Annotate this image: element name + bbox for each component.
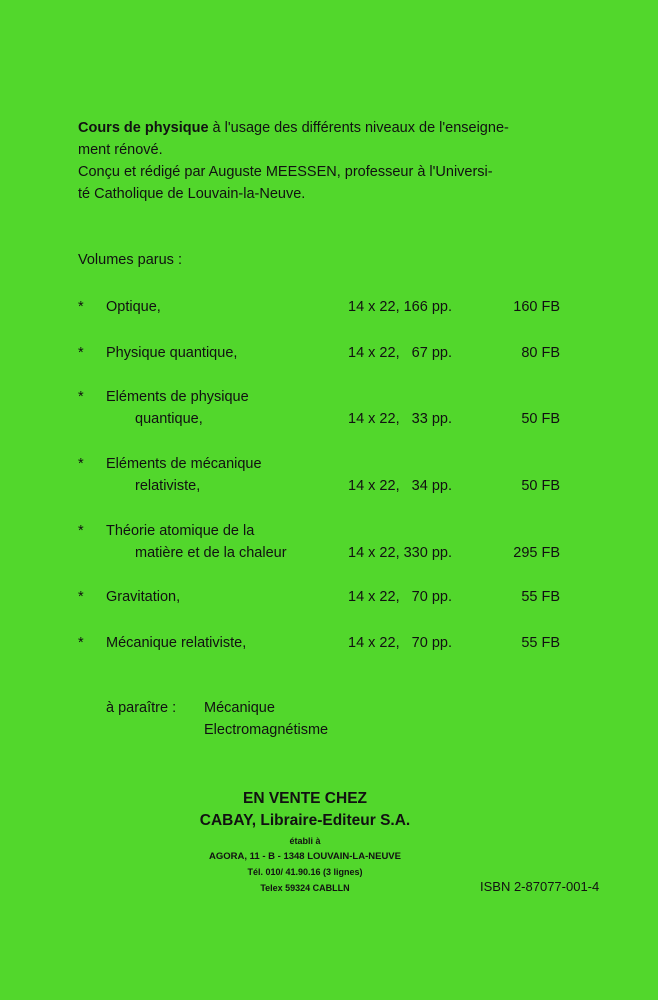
vendor-phone: Tél. 010/ 41.90.16 (3 lignes): [247, 867, 363, 877]
volume-title: Optique,: [106, 299, 161, 315]
volume-title: Eléments de physique: [106, 389, 249, 405]
bullet-star: *: [78, 589, 84, 605]
volume-price: 80 FB: [521, 345, 560, 361]
bullet-star: *: [78, 456, 84, 472]
bullet-star: *: [78, 345, 84, 361]
intro-line-3: Conçu et rédigé par Auguste MEESSEN, professeur à l'Universi-: [78, 164, 493, 180]
volume-format: 14 x 22, 67 pp.: [348, 345, 452, 361]
intro-line-1: à l'usage des différents niveaux de l'enseigne-: [208, 120, 509, 136]
volume-price: 55 FB: [521, 589, 560, 605]
volume-title-continued: relativiste,: [135, 478, 201, 494]
volume-format: 14 x 22, 34 pp.: [348, 478, 452, 494]
bullet-star: *: [78, 389, 84, 405]
bullet-star: *: [78, 523, 84, 539]
intro-line-2: ment rénové.: [78, 142, 163, 158]
volume-price: 160 FB: [513, 299, 560, 315]
volume-price: 50 FB: [521, 478, 560, 494]
volume-title: Mécanique relativiste,: [106, 635, 247, 651]
bullet-star: *: [78, 635, 84, 651]
vendor-heading: EN VENTE CHEZ: [242, 790, 367, 807]
volume-format: 14 x 22, 70 pp.: [348, 589, 452, 605]
vendor-established: établi à: [289, 836, 321, 846]
upcoming-items: [204, 697, 328, 741]
intro-paragraph: [78, 117, 568, 205]
vendor-telex: Telex 59324 CABLLN: [260, 883, 350, 893]
upcoming-item: Mécanique: [204, 700, 275, 716]
vendor-address: AGORA, 11 - B - 1348 LOUVAIN-LA-NEUVE: [209, 851, 401, 862]
volumes-heading: Volumes parus :: [78, 252, 182, 268]
volume-format: 14 x 22, 70 pp.: [348, 635, 452, 651]
vendor-name: CABAY, Libraire-Editeur S.A.: [199, 812, 411, 829]
volume-format: 14 x 22, 33 pp.: [348, 411, 452, 427]
upcoming-item: Electromagnétisme: [204, 722, 329, 738]
volume-title: Eléments de mécanique: [106, 456, 262, 472]
intro-line-4: té Catholique de Louvain-la-Neuve.: [78, 186, 306, 202]
volume-title: Gravitation,: [106, 589, 181, 605]
volume-price: 50 FB: [521, 411, 560, 427]
isbn: ISBN 2-87077-001-4: [480, 879, 600, 894]
volume-price: 295 FB: [513, 545, 560, 561]
volume-format: 14 x 22, 330 pp.: [348, 545, 452, 561]
volume-price: 55 FB: [521, 635, 560, 651]
volume-title-continued: matière et de la chaleur: [135, 545, 287, 561]
volume-title-continued: quantique,: [135, 411, 203, 427]
series-title: Cours de physique: [78, 120, 209, 136]
volume-title: Physique quantique,: [106, 345, 238, 361]
volume-format: 14 x 22, 166 pp.: [348, 299, 452, 315]
volume-title: Théorie atomique de la: [106, 523, 255, 539]
bullet-star: *: [78, 299, 84, 315]
upcoming-label: à paraître :: [106, 700, 177, 716]
